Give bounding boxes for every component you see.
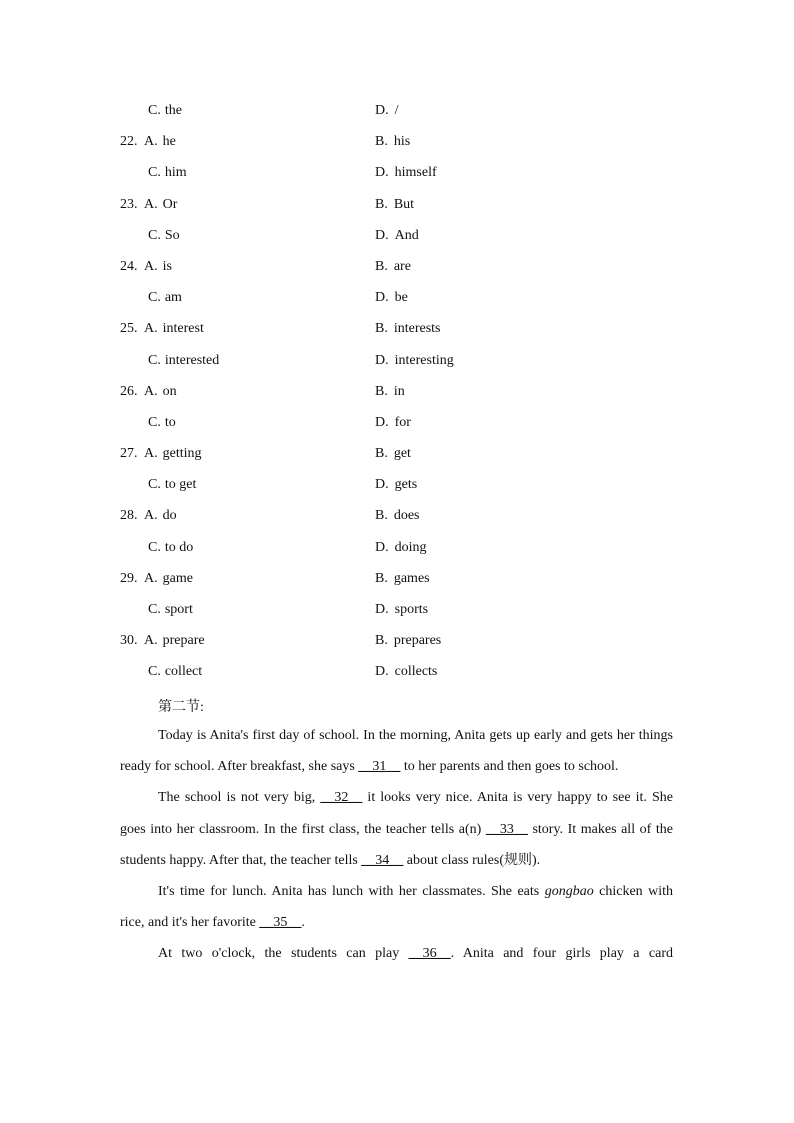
option-right-label: D. bbox=[375, 103, 389, 118]
option-left-text: to get bbox=[164, 477, 197, 493]
text: to her parents and then goes to school. bbox=[400, 759, 619, 775]
option-right-label: D. bbox=[375, 414, 389, 430]
option-right-text: in bbox=[393, 383, 405, 399]
option-left-text: on bbox=[162, 383, 177, 399]
option-row bbox=[0, 658, 794, 689]
option-right-label: B. bbox=[375, 508, 388, 524]
option-right-text: And bbox=[394, 227, 419, 243]
option-right bbox=[375, 228, 419, 244]
option-left-text: he bbox=[162, 134, 176, 150]
option-left-text: him bbox=[164, 165, 187, 181]
option-left-label: A. bbox=[144, 134, 158, 150]
question-number: 25. bbox=[120, 321, 138, 337]
blank-31: __31__ bbox=[358, 759, 401, 775]
option-left-label: C. bbox=[148, 539, 161, 555]
option-left-label: C. bbox=[148, 227, 161, 243]
text: chicken with rice, and it's her favorite bbox=[120, 884, 673, 931]
option-right bbox=[375, 477, 417, 493]
option-left-text: Or bbox=[162, 196, 178, 212]
option-right-text: for bbox=[394, 414, 411, 430]
option-left-text: to do bbox=[164, 539, 194, 555]
blank-32: __32__ bbox=[320, 790, 363, 806]
option-left bbox=[148, 664, 202, 680]
option-left-label: C. bbox=[148, 290, 161, 306]
option-right bbox=[375, 353, 454, 369]
option-row bbox=[0, 191, 794, 222]
option-left-text: So bbox=[164, 227, 180, 243]
option-right-text: his bbox=[393, 134, 411, 150]
option-right-label: D. bbox=[375, 477, 389, 493]
option-row bbox=[0, 409, 794, 440]
option-right bbox=[375, 508, 420, 524]
option-right-text: himself bbox=[394, 165, 437, 181]
option-row bbox=[0, 253, 794, 284]
option-row bbox=[0, 222, 794, 253]
option-left bbox=[144, 633, 205, 649]
option-right-text: prepares bbox=[393, 633, 442, 649]
paragraph-3 bbox=[120, 876, 673, 938]
option-right-text: sports bbox=[394, 602, 429, 617]
option-right-text: does bbox=[393, 508, 420, 524]
option-left-label: C. bbox=[148, 664, 161, 680]
paragraph-2 bbox=[120, 782, 673, 876]
option-row bbox=[0, 128, 794, 159]
blank-36: __36__ bbox=[408, 946, 451, 962]
option-left-label: C. bbox=[148, 414, 161, 430]
option-left-label: A. bbox=[144, 633, 158, 649]
italic-word: gongbao bbox=[544, 884, 594, 900]
option-row bbox=[0, 159, 794, 190]
option-left bbox=[148, 353, 219, 369]
option-right bbox=[375, 321, 441, 337]
option-left bbox=[144, 259, 172, 275]
option-left-label: A. bbox=[144, 321, 158, 337]
question-number: 29. bbox=[120, 570, 138, 586]
option-row bbox=[0, 347, 794, 378]
option-left bbox=[148, 602, 193, 618]
option-left-label: C. bbox=[148, 352, 161, 368]
option-left-label: A. bbox=[144, 383, 158, 399]
text: it looks very nice. Anita is very happy to see it. She goes into her classroom. In the first class, the teacher tells a(n) bbox=[120, 790, 673, 837]
option-left-label: A. bbox=[144, 446, 158, 462]
option-row bbox=[0, 627, 794, 658]
option-left-label: C. bbox=[148, 165, 161, 181]
question-number: 26. bbox=[120, 383, 138, 399]
text: At two o'clock, the students can play bbox=[158, 946, 409, 962]
answer-options bbox=[0, 97, 794, 690]
question-number: 28. bbox=[120, 508, 138, 524]
question-number: 22. bbox=[120, 134, 138, 150]
option-right-text: doing bbox=[394, 539, 427, 555]
option-right-label: B. bbox=[375, 321, 388, 337]
option-left-text: sport bbox=[164, 602, 193, 617]
text: . bbox=[301, 915, 305, 931]
option-right bbox=[375, 165, 437, 181]
question-number: 24. bbox=[120, 258, 138, 274]
option-left-text: is bbox=[162, 258, 172, 274]
paragraph-4 bbox=[120, 938, 673, 969]
text: Today is Anita's first day of school. In the morning, Anita gets up early and gets her things ready for school. After breakfast, she says bbox=[120, 728, 673, 775]
option-left bbox=[144, 508, 177, 524]
option-row bbox=[0, 502, 794, 533]
option-right bbox=[375, 602, 428, 618]
option-right bbox=[375, 290, 408, 306]
option-left-label: A. bbox=[144, 570, 158, 586]
option-left-text: the bbox=[164, 103, 182, 118]
option-right-text: collects bbox=[394, 664, 438, 680]
option-right-text: gets bbox=[394, 477, 418, 493]
option-right-text: But bbox=[393, 196, 415, 212]
text: It's time for lunch. Anita has lunch with her classmates. She eats bbox=[158, 884, 545, 900]
option-row bbox=[0, 596, 794, 627]
question-number: 23. bbox=[120, 196, 138, 212]
option-left bbox=[148, 228, 180, 244]
option-row bbox=[0, 378, 794, 409]
option-left-text: getting bbox=[162, 446, 202, 462]
option-row bbox=[0, 440, 794, 471]
option-left-text: interested bbox=[164, 352, 220, 368]
option-left-text: do bbox=[162, 508, 177, 524]
option-right-label: B. bbox=[375, 383, 388, 399]
option-right-label: D. bbox=[375, 664, 389, 680]
option-left bbox=[148, 540, 193, 556]
blank-34: __34__ bbox=[361, 852, 404, 868]
option-right-label: B. bbox=[375, 446, 388, 462]
option-left-text: collect bbox=[164, 664, 203, 680]
option-right bbox=[375, 103, 399, 119]
option-right bbox=[375, 415, 411, 431]
option-right-label: B. bbox=[375, 258, 388, 274]
option-left bbox=[144, 134, 176, 150]
reading-passage bbox=[120, 720, 673, 970]
option-right-label: B. bbox=[375, 134, 388, 150]
option-left-label: C. bbox=[148, 103, 161, 118]
option-right-text: get bbox=[393, 446, 411, 462]
question-number: 27. bbox=[120, 446, 138, 462]
section-title: 第二节: bbox=[158, 700, 204, 715]
option-right-text: are bbox=[393, 258, 411, 274]
option-left bbox=[144, 321, 204, 337]
option-row bbox=[0, 471, 794, 502]
option-left-text: interest bbox=[162, 321, 204, 337]
option-right-label: B. bbox=[375, 633, 388, 649]
option-left bbox=[148, 290, 182, 306]
option-left bbox=[148, 415, 176, 431]
option-right-text: games bbox=[393, 570, 430, 586]
option-left-text: game bbox=[162, 570, 193, 586]
question-number: 30. bbox=[120, 633, 138, 649]
option-right-text: interests bbox=[393, 321, 441, 337]
option-left bbox=[144, 197, 177, 213]
option-right bbox=[375, 134, 410, 150]
paragraph-1 bbox=[120, 720, 673, 782]
option-left bbox=[148, 165, 187, 181]
option-right bbox=[375, 540, 427, 556]
option-right bbox=[375, 633, 441, 649]
option-right-text: be bbox=[394, 290, 408, 306]
option-right-label: B. bbox=[375, 196, 388, 212]
option-row bbox=[0, 284, 794, 315]
text: story. It makes all of the students happy. After that, the teacher tells bbox=[120, 821, 674, 868]
text: The school is not very big, bbox=[158, 790, 321, 806]
option-left bbox=[144, 446, 202, 462]
option-right-label: D. bbox=[375, 602, 389, 617]
option-left bbox=[144, 571, 193, 587]
option-left-label: C. bbox=[148, 477, 161, 493]
option-right-text: interesting bbox=[394, 352, 454, 368]
option-right bbox=[375, 197, 414, 213]
option-left bbox=[148, 477, 196, 493]
option-left-text: to bbox=[164, 414, 176, 430]
option-row bbox=[0, 534, 794, 565]
option-left-label: A. bbox=[144, 258, 158, 274]
option-left bbox=[144, 384, 177, 400]
option-right bbox=[375, 446, 411, 462]
option-right bbox=[375, 259, 411, 275]
option-right-label: D. bbox=[375, 227, 389, 243]
option-left-label: A. bbox=[144, 508, 158, 524]
text: about class rules(规则). bbox=[403, 852, 541, 868]
option-right-label: B. bbox=[375, 570, 388, 586]
option-right-label: D. bbox=[375, 539, 389, 555]
option-left-text: prepare bbox=[162, 633, 205, 649]
option-row bbox=[0, 315, 794, 346]
option-right-label: D. bbox=[375, 352, 389, 368]
blank-35: __35__ bbox=[259, 915, 302, 931]
option-left-label: C. bbox=[148, 602, 161, 617]
option-right bbox=[375, 384, 405, 400]
option-right-text: / bbox=[394, 103, 399, 118]
option-right bbox=[375, 664, 437, 680]
option-row bbox=[0, 565, 794, 596]
option-right-label: D. bbox=[375, 165, 389, 181]
option-left bbox=[148, 103, 182, 119]
blank-33: __33__ bbox=[485, 821, 528, 837]
option-left-label: A. bbox=[144, 196, 158, 212]
option-right-label: D. bbox=[375, 290, 389, 306]
option-right bbox=[375, 571, 430, 587]
option-left-text: am bbox=[164, 290, 182, 306]
option-row bbox=[0, 97, 794, 128]
text: . Anita and four girls play a card bbox=[450, 946, 673, 962]
